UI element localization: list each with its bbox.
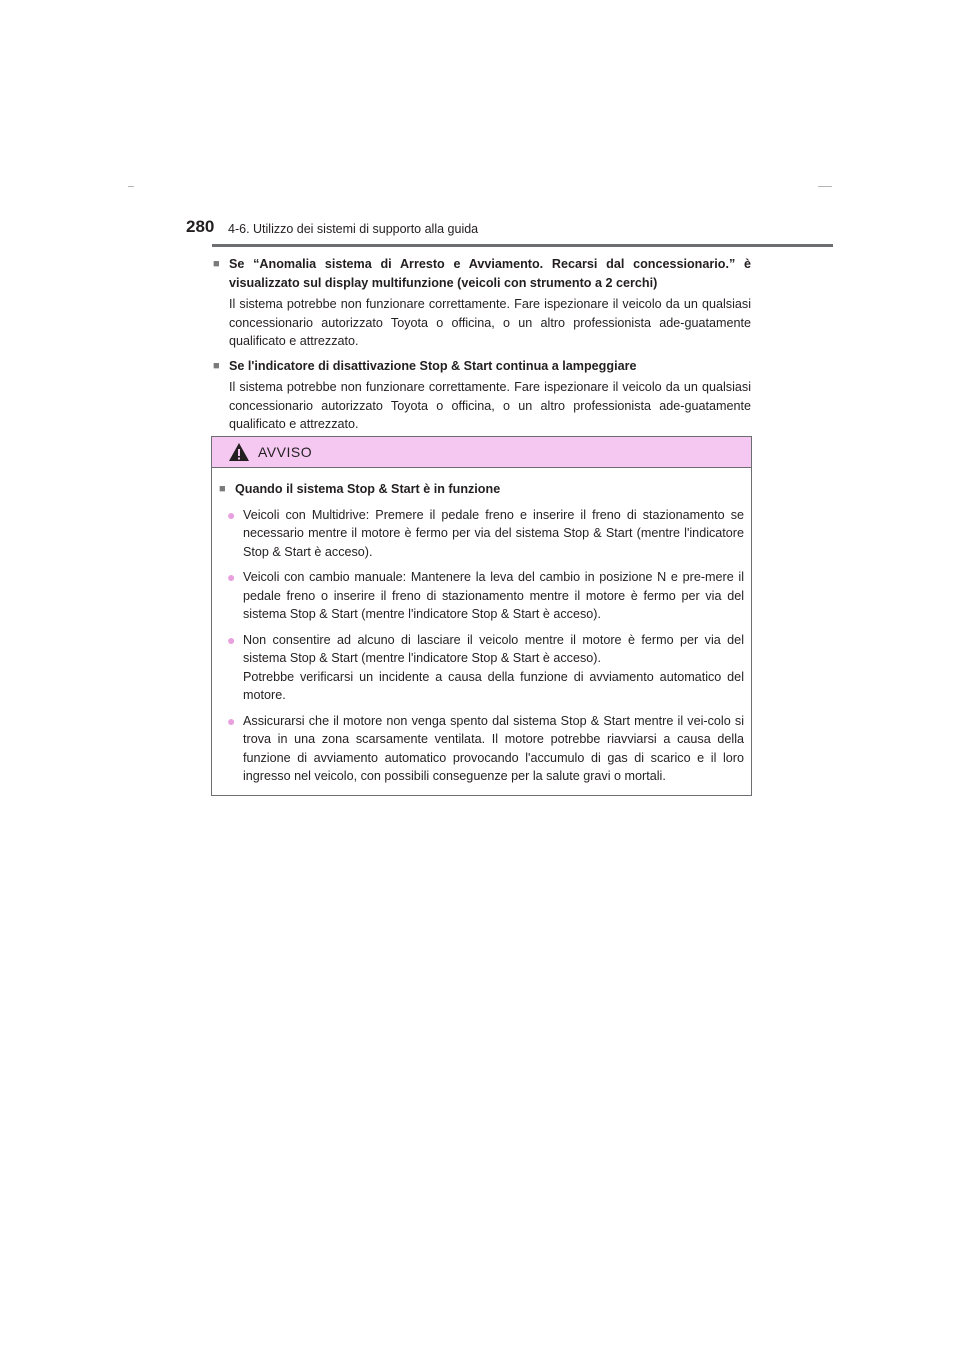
- warning-triangle-icon: [228, 442, 250, 462]
- square-bullet-icon: ■: [219, 483, 226, 495]
- warning-body: [212, 468, 751, 786]
- square-bullet-icon: ■: [213, 258, 220, 270]
- section-body-1: Il sistema potrebbe non funzionare correttamente. Fare ispezionare il veicolo da un qualsiasi concessionario autorizzato Toyota o officina, o un altro professionista ade-guatamente qualificato e attrezzato.: [229, 297, 751, 348]
- crop-mark-right: [818, 186, 832, 187]
- warning-bullet-1: ● Veicoli con Multidrive: Premere il pedale freno e inserire il freno di stazionamento se necessario mentre il motore è fermo per via del sistema Stop & Start (mentre l'indicatore Stop & Start è acceso).: [219, 506, 744, 562]
- main-content: [213, 255, 751, 440]
- warning-box: [211, 436, 752, 796]
- warning-bullet-2: ● Veicoli con cambio manuale: Mantenere la leva del cambio in posizione N e pre-mere il pedale freno o inserire il freno di stazionamento mentre il motore è fermo per via del sistema Stop & Start (mentre l'indicatore Stop & Start è acceso).: [219, 568, 744, 624]
- circle-bullet-icon: ●: [227, 631, 236, 648]
- warning-bullet-3: ● Non consentire ad alcuno di lasciare il veicolo mentre il motore è fermo per via del sistema Stop & Start (mentre l'indicatore Stop & Start è acceso). Potrebbe verificarsi un incidente a causa della funzione di avviamento automatico del motore.: [219, 631, 744, 705]
- square-bullet-icon: ■: [213, 359, 220, 372]
- section-heading-1: ■ Se “Anomalia sistema di Arresto e Avviamento. Recarsi dal concessionario.” è visualizzato sul display multifunzione (veicoli con strumento a 2 cerchi): [213, 255, 751, 292]
- warning-heading: ■ Quando il sistema Stop & Start è in funzione: [219, 480, 744, 499]
- warning-bullet-4: ● Assicurarsi che il motore non venga spento dal sistema Stop & Start mentre il vei-colo si trova in una zona scarsamente ventilata. Il motore potrebbe riavviarsi a causa della funzione di avviamento automatico provocando l'accumulo di gas di scarico e il loro ingresso nel veicolo, con possibili conseguenze per la salute gravi o mortali.: [219, 712, 744, 786]
- crop-mark-left: [128, 186, 134, 187]
- running-head: 4-6. Utilizzo dei sistemi di supporto alla guida: [228, 222, 479, 236]
- warning-title: AVVISO: [258, 444, 313, 460]
- circle-bullet-icon: ●: [227, 569, 236, 585]
- header-rule: [212, 244, 833, 247]
- warning-header: [212, 437, 751, 468]
- section-heading-2: ■ Se l'indicatore di disattivazione Stop & Start continua a lampeggiare: [213, 357, 751, 376]
- circle-bullet-icon: ●: [227, 712, 236, 729]
- section-body-2: Il sistema potrebbe non funzionare correttamente. Fare ispezionare il veicolo da un qualsiasi concessionario autorizzato Toyota o officina, o un altro professionista ade-guatamente qualificato e attrezzato.: [229, 380, 751, 431]
- page-number: 280: [186, 217, 215, 236]
- circle-bullet-icon: ●: [227, 506, 236, 523]
